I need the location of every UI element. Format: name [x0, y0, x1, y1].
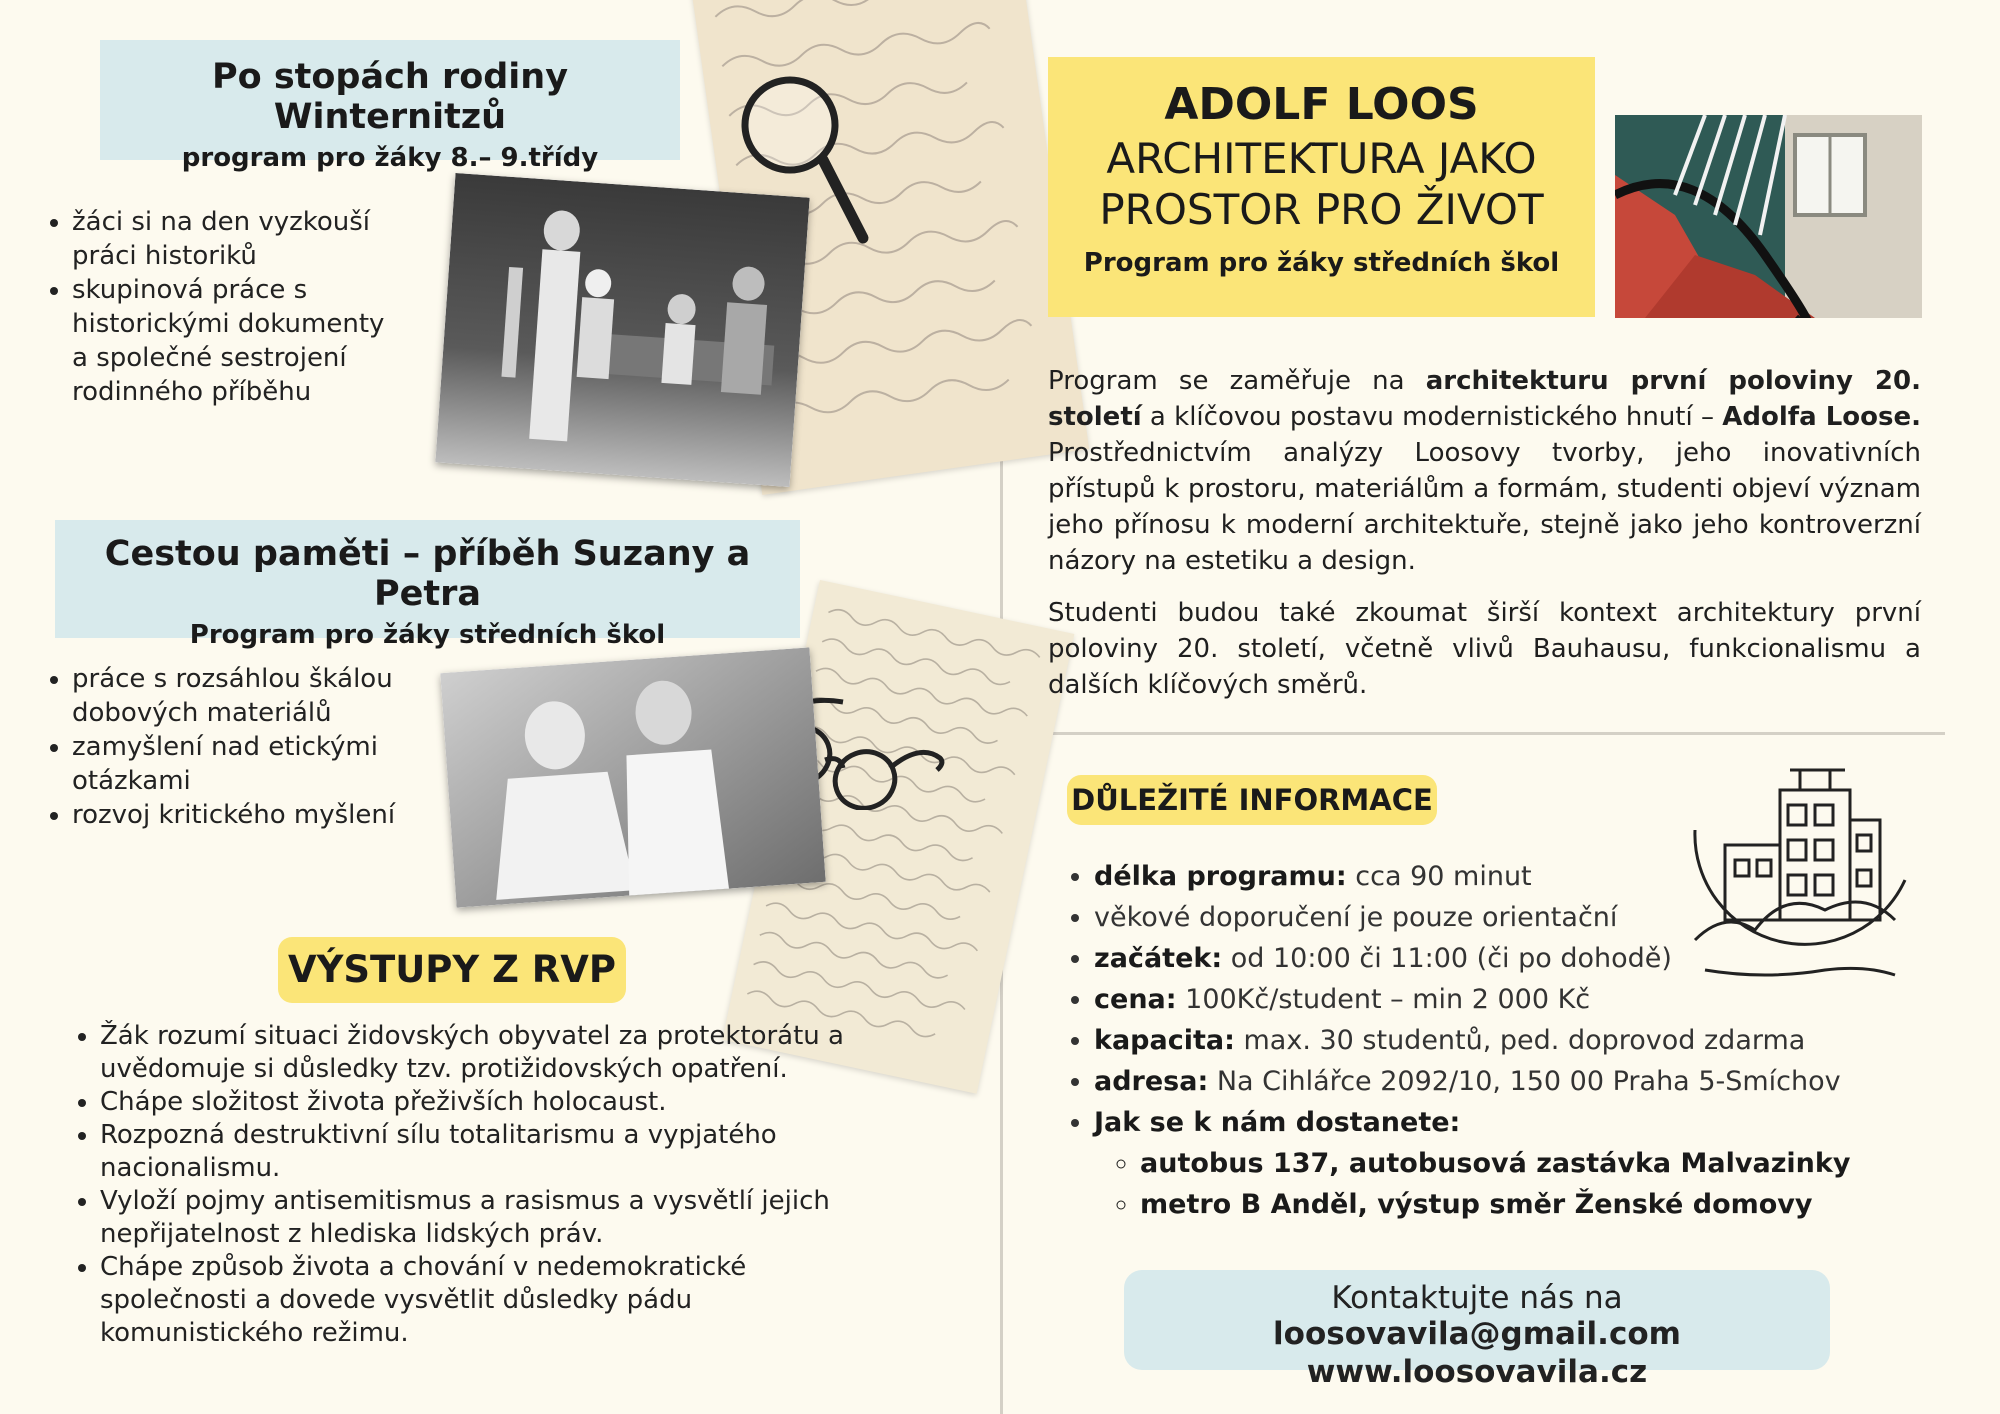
contact-prefix: Kontaktujte nás na: [1331, 1280, 1623, 1316]
loos-header-box: [1048, 57, 1595, 317]
program1-subtitle: program pro žáky 8.– 9.třídy: [181, 143, 599, 173]
info-value: cca 90 minut: [1346, 861, 1532, 892]
list-item: • práce s rozsáhlou škálou dobových materiálů: [72, 662, 420, 730]
info-value: 100Kč/student – min 2 000 Kč: [1176, 984, 1591, 1015]
list-item: • Chápe způsob života a chování v nedemokratické společnosti a dovede vysvětlit důsledky pádu komunistického režimu.: [100, 1251, 868, 1350]
contact-line: [1124, 1280, 1830, 1352]
contact-box: [1124, 1270, 1830, 1390]
program2-title-box: [55, 520, 800, 650]
staircase-illustration: [1615, 115, 1922, 318]
loos-desc-bold1: architekturu první poloviny 20. století: [1048, 366, 1921, 432]
list-item: • skupinová práce s historickými dokumenty a společné sestrojení rodinného příběhu: [72, 273, 400, 409]
list-item: [1094, 1102, 1944, 1225]
loos-subtitle: Program pro žáky středních škol: [1083, 248, 1560, 278]
list-item: • žáci si na den vyzkouší práci historiků: [72, 205, 400, 273]
list-item: [1094, 938, 1944, 979]
loos-title-line2: ARCHITEKTURA JAKO: [1106, 134, 1537, 183]
staircase-photo: [1615, 115, 1922, 318]
info-value: od 10:00 či 11:00 (či po dohodě): [1222, 943, 1672, 974]
list-item: • Chápe složitost života přeživších holocaust.: [100, 1086, 868, 1119]
info-value: max. 30 studentů, ped. doprovod zdarma: [1234, 1025, 1806, 1056]
program1-title-box: [100, 40, 680, 173]
loos-desc-part2: a klíčovou postavu modernistického hnutí –: [1141, 402, 1723, 432]
list-item: • Rozpozná destruktivní sílu totalitarismu a vypjatého nacionalismu.: [100, 1119, 868, 1185]
info-label: kapacita:: [1094, 1025, 1235, 1056]
children-photo-illustration: [440, 647, 825, 907]
list-item: • rozvoj kritického myšlení: [72, 798, 420, 832]
loos-title-line1: ADOLF LOOS: [1164, 79, 1479, 130]
program2-bullets: [40, 662, 420, 832]
loos-desc-part3: Prostřednictvím analýzy Loosovy tvorby, jeho inovativních přístupů k prostoru, materiálům a formám, studenti objeví význam jeho přínosu k moderní architektuře, stejně jako jeho kontroverzní názory na estetiku a design.: [1048, 438, 1921, 576]
rvp-title: [278, 937, 626, 1003]
list-item: [1094, 1020, 1944, 1061]
loos-context: Studenti budou také zkoumat širší kontext architektury první poloviny 20. století, včetně vlivů Bauhausu, funkcionalismu a dalších klíčových směrů.: [1048, 598, 1921, 700]
list-item: [1094, 897, 1944, 938]
loos-title-line3: PROSTOR PRO ŽIVOT: [1099, 185, 1544, 234]
info-label: délka programu:: [1094, 861, 1347, 892]
loos-description: [1048, 363, 1921, 579]
family-photo-illustration: [435, 173, 809, 487]
program1-bullets: [40, 205, 400, 409]
info-label: cena:: [1094, 984, 1177, 1015]
contact-email-link[interactable]: loosovavila@gmail.com: [1273, 1316, 1681, 1352]
transport-item: ◦ metro B Anděl, výstup směr Ženské domovy: [1140, 1184, 1944, 1225]
info-value: věkové doporučení je pouze orientační: [1094, 902, 1618, 933]
info-label: Jak se k nám dostanete:: [1094, 1107, 1461, 1138]
family-photo: [435, 173, 809, 487]
list-item: [1094, 979, 1944, 1020]
loos-desc-part1: Program se zaměřuje na: [1048, 366, 1426, 396]
info-value: Na Cihlářce 2092/10, 150 00 Praha 5-Smíchov: [1208, 1066, 1841, 1097]
children-photo: [440, 647, 825, 907]
info-title: [1067, 775, 1437, 825]
loos-desc-bold2: Adolfa Loose.: [1722, 402, 1921, 432]
horizontal-divider: [1040, 732, 1945, 735]
rvp-title-text: VÝSTUPY Z RVP: [287, 948, 617, 991]
transport-item: ◦ autobus 137, autobusová zastávka Malvazinky: [1140, 1143, 1944, 1184]
program1-title: Po stopách rodiny Winternitzů: [211, 57, 569, 137]
info-list: [1064, 856, 1944, 1225]
contact-web-link[interactable]: www.loosovavila.cz: [1306, 1354, 1648, 1390]
info-title-text: DŮLEŽITÉ INFORMACE: [1071, 783, 1433, 817]
info-label: začátek:: [1094, 943, 1223, 974]
list-item: [1094, 856, 1944, 897]
list-item: • Žák rozumí situaci židovských obyvatel za protektorátu a uvědomuje si důsledky tzv. protižidovských opatření.: [100, 1020, 868, 1086]
list-item: • zamyšlení nad etickými otázkami: [72, 730, 420, 798]
rvp-bullets: [68, 1020, 868, 1350]
list-item: • Vyloží pojmy antisemitismus a rasismus a vysvětlí jejich nepřijatelnost z hlediska lidských práv.: [100, 1185, 868, 1251]
list-item: [1094, 1061, 1944, 1102]
program2-title: Cestou paměti – příběh Suzany a Petra: [104, 534, 751, 614]
program2-subtitle: Program pro žáky středních škol: [189, 620, 666, 650]
info-label: adresa:: [1094, 1066, 1209, 1097]
